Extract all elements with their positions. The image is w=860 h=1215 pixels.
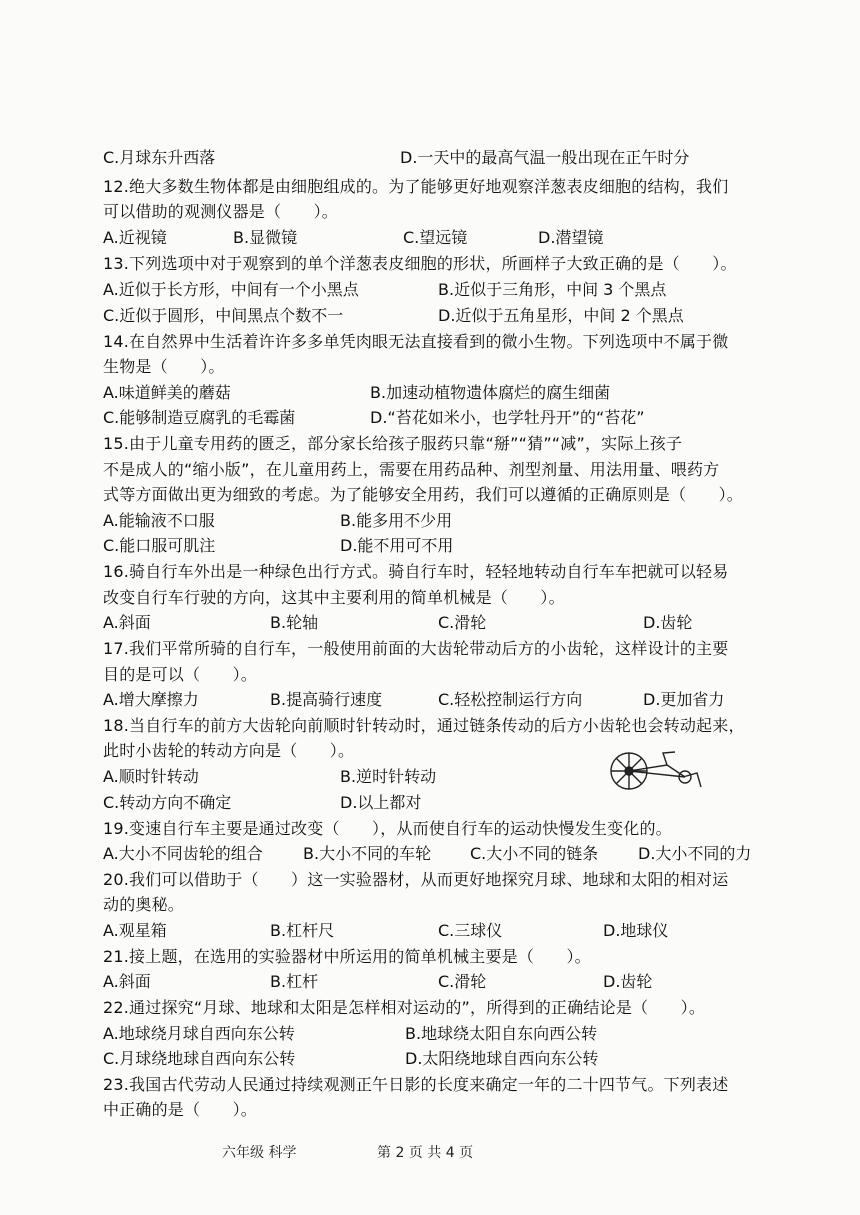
q15-option-c: C.能口服可肌注 (103, 536, 216, 555)
question-15-stem: 15.由于儿童专用药的匮乏，部分家长给孩子服药只靠“掰”“猜”“减”，实际上孩子 (103, 434, 683, 453)
q21-option-c: C.滑轮 (438, 972, 487, 991)
q18-option-b: B.逆时针转动 (340, 767, 437, 786)
q14-option-c: C.能够制造豆腐乳的毛霉菌 (103, 408, 296, 427)
q19-option-a: A.大小不同齿轮的组合 (103, 844, 263, 863)
question-21-stem: 21.接上题，在选用的实验器材中所运用的简单机械主要是（ ）。 (103, 947, 591, 966)
q13-option-b: B.近似于三角形，中间 3 个黑点 (438, 280, 667, 299)
q22-option-a: A.地球绕月球自西向东公转 (103, 1024, 295, 1043)
option-d: D.一天中的最高气温一般出现在正午时分 (400, 148, 690, 167)
q22-option-c: C.月球绕地球自西向东公转 (103, 1049, 296, 1068)
q15-option-d: D.能不用可不用 (340, 536, 454, 555)
question-16-stem: 改变自行车行驶的方向，这其中主要利用的简单机械是（ ）。 (103, 588, 565, 607)
footer-page-number: 第 2 页 共 4 页 (377, 1145, 474, 1161)
q20-option-c: C.三球仪 (438, 921, 503, 940)
q19-option-b: B.大小不同的车轮 (303, 844, 432, 863)
q18-option-c: C.转动方向不确定 (103, 793, 232, 812)
question-15-stem: 式等方面做出更为细致的考虑。为了能够安全用药，我们可以遵循的正确原则是（ ）。 (103, 485, 744, 504)
q14-option-d: D.“苔花如米小，也学牡丹开”的“苔花” (370, 408, 645, 427)
question-15-stem: 不是成人的“缩小版”，在儿童用药上，需要在用药品种、剂型剂量、用法用量、喂药方 (103, 460, 720, 479)
q20-option-a: A.观星箱 (103, 921, 167, 940)
q15-option-a: A.能输液不口服 (103, 511, 215, 530)
q12-option-c: C.望远镜 (403, 228, 468, 247)
option-c: C.月球东升西落 (103, 148, 216, 167)
question-17-stem: 目的是可以（ ）。 (103, 665, 258, 684)
question-14-stem: 14.在自然界中生活着许许多多单凭肉眼无法直接看到的微小生物。下列选项中不属于微 (103, 332, 729, 351)
q12-option-b: B.显微镜 (233, 228, 298, 247)
q13-option-a: A.近似于长方形，中间有一个小黑点 (103, 280, 359, 299)
question-18-stem: 18.当自行车的前方大齿轮向前顺时针转动时，通过链条传动的后方小齿轮也会转动起来， (103, 716, 745, 735)
question-23-stem: 中正确的是（ ）。 (103, 1100, 258, 1119)
q19-option-c: C.大小不同的链条 (470, 844, 599, 863)
question-18-stem: 此时小齿轮的转动方向是（ ）。 (103, 741, 355, 760)
q17-option-c: C.轻松控制运行方向 (438, 690, 583, 709)
q15-option-b: B.能多用不少用 (340, 511, 453, 530)
footer-grade-subject: 六年级 科学 (222, 1145, 297, 1161)
q21-option-d: D.齿轮 (603, 972, 653, 991)
q17-option-a: A.增大摩擦力 (103, 690, 199, 709)
question-17-stem: 17.我们平常所骑的自行车，一般使用前面的大齿轮带动后方的小齿轮，这样设计的主要 (103, 639, 729, 658)
question-16-stem: 16.骑自行车外出是一种绿色出行方式。骑自行车时，轻轻地转动自行车车把就可以轻易 (103, 562, 729, 581)
question-22-stem: 22.通过探究“月球、地球和太阳是怎样相对运动的”，所得到的正确结论是（ ）。 (103, 998, 706, 1017)
q17-option-b: B.提高骑行速度 (270, 690, 383, 709)
q18-option-d: D.以上都对 (340, 793, 422, 812)
q22-option-d: D.太阳绕地球自西向东公转 (405, 1049, 599, 1068)
bicycle-gear-image (605, 747, 705, 795)
q12-option-d: D.潜望镜 (538, 228, 604, 247)
q20-option-d: D.地球仪 (603, 921, 669, 940)
q16-option-b: B.轮轴 (270, 613, 319, 632)
q20-option-b: B.杠杆尺 (270, 921, 335, 940)
question-12-stem: 12.绝大多数生物体都是由细胞组成的。为了能够更好地观察洋葱表皮细胞的结构，我们 (103, 177, 729, 196)
q13-option-d: D.近似于五角星形，中间 2 个黑点 (438, 306, 684, 325)
question-20-stem: 动的奥秘。 (103, 895, 185, 914)
q14-option-b: B.加速动植物遗体腐烂的腐生细菌 (370, 383, 611, 402)
question-19-stem: 19.变速自行车主要是通过改变（ ），从而使自行车的运动快慢发生变化的。 (103, 819, 672, 838)
q22-option-b: B.地球绕太阳自东向西公转 (405, 1024, 598, 1043)
q14-option-a: A.味道鲜美的蘑菇 (103, 383, 231, 402)
q16-option-d: D.齿轮 (643, 613, 693, 632)
q13-option-c: C.近似于圆形，中间黑点个数不一 (103, 306, 344, 325)
question-20-stem: 20.我们可以借助于（ ）这一实验器材，从而更好地探究月球、地球和太阳的相对运 (103, 870, 729, 889)
q12-option-a: A.近视镜 (103, 228, 167, 247)
question-23-stem: 23.我国古代劳动人民通过持续观测正午日影的长度来确定一年的二十四节气。下列表述 (103, 1075, 729, 1094)
q18-option-a: A.顺时针转动 (103, 767, 199, 786)
q21-option-a: A.斜面 (103, 972, 151, 991)
question-12-stem: 可以借助的观测仪器是（ ）。 (103, 202, 339, 221)
q16-option-a: A.斜面 (103, 613, 151, 632)
q21-option-b: B.杠杆 (270, 972, 319, 991)
q17-option-d: D.更加省力 (643, 690, 725, 709)
q16-option-c: C.滑轮 (438, 613, 487, 632)
question-13-stem: 13.下列选项中对于观察到的单个洋葱表皮细胞的形状，所画样子大致正确的是（ ）。 (103, 254, 737, 273)
q19-option-d: D.大小不同的力 (638, 844, 752, 863)
question-14-stem: 生物是（ ）。 (103, 357, 225, 376)
